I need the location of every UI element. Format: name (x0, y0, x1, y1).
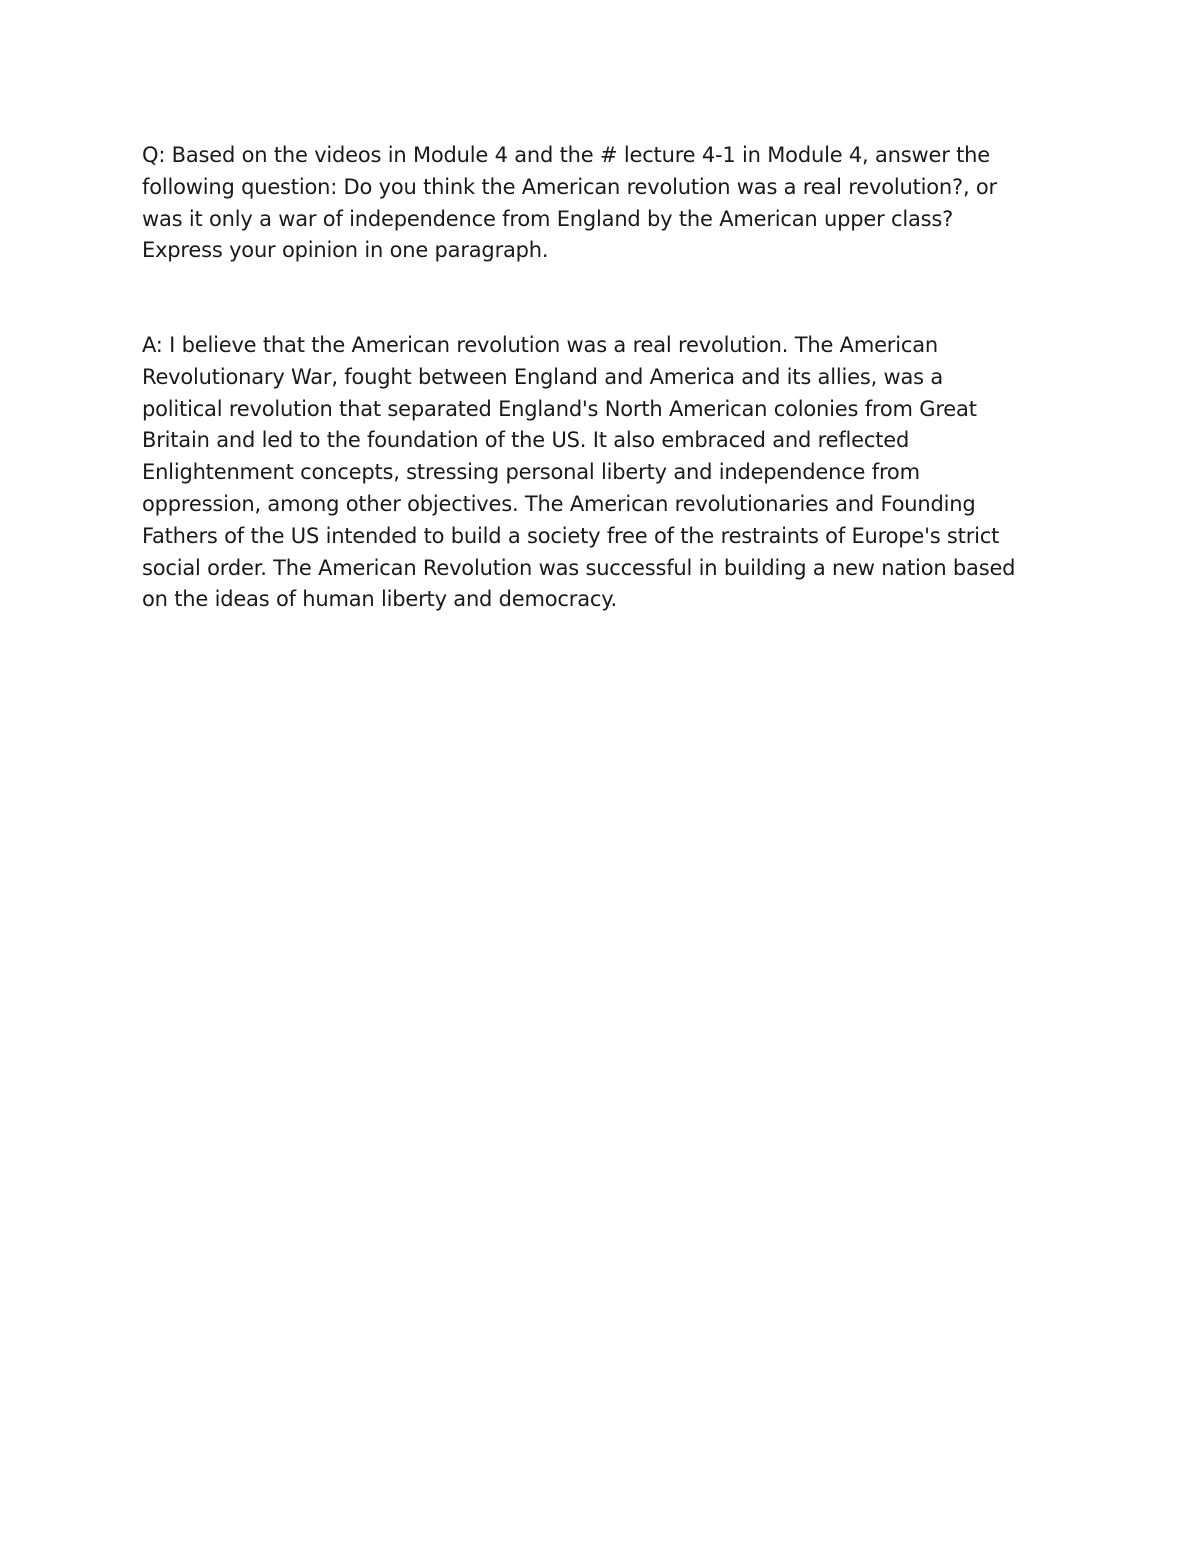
answer-line: social order. The American Revolution was successful in building a new nation based (142, 555, 1016, 580)
answer-line: on the ideas of human liberty and democracy. (142, 587, 617, 612)
answer-line: Revolutionary War, fought between England and America and its allies, was a (142, 364, 944, 389)
answer-line: A: I believe that the American revolution was a real revolution. The American (142, 333, 938, 357)
answer-line: Fathers of the US intended to build a society free of the restraints of Europe's strict (142, 523, 1000, 548)
answer-line: political revolution that separated England's North American colonies from Great (142, 396, 977, 421)
question-line: Q: Based on the videos in Module 4 and the # lecture 4-1 in Module 4, answer the (142, 143, 990, 167)
answer-line: Enlightenment concepts, stressing personal liberty and independence from (142, 460, 920, 485)
question-line: following question: Do you think the American revolution was a real revolution?, or (142, 174, 997, 199)
answer-line: Britain and led to the foundation of the US. It also embraced and reflected (142, 428, 910, 453)
answer-paragraph (142, 330, 1072, 616)
question-line: was it only a war of independence from England by the American upper class? (142, 206, 954, 231)
question-line: Express your opinion in one paragraph. (142, 238, 549, 263)
question-paragraph (142, 140, 1072, 267)
answer-line: oppression, among other objectives. The American revolutionaries and Founding (142, 491, 976, 516)
